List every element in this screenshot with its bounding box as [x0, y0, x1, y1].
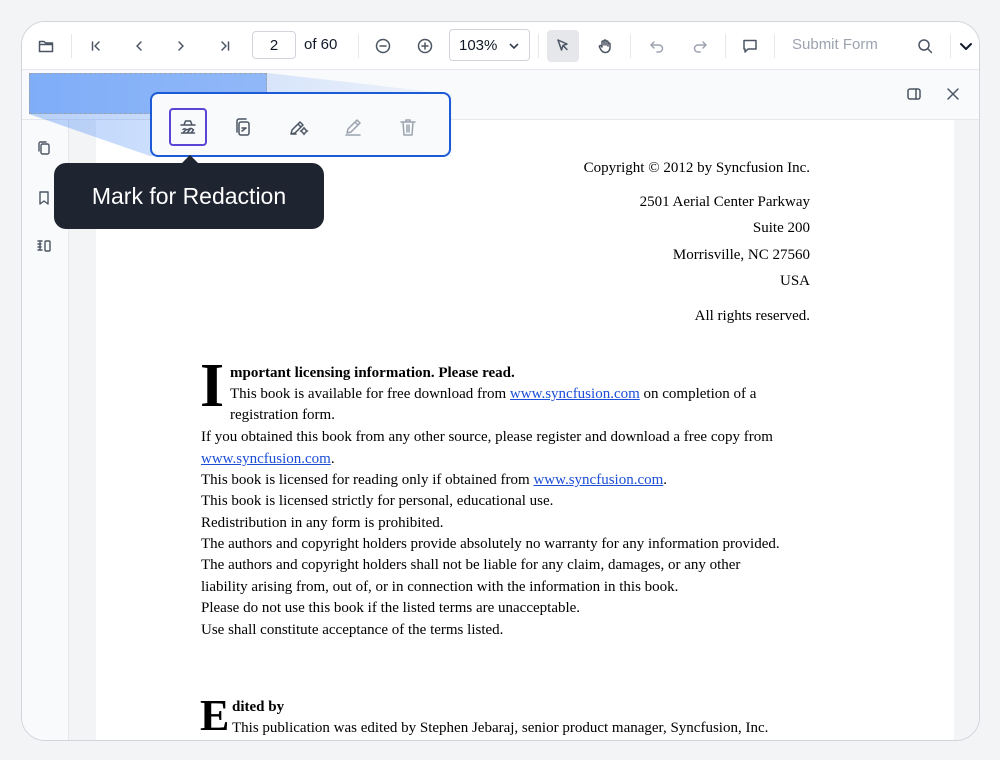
text-line: This book is available for free download from www.syncfusion.com on completion of a	[230, 386, 757, 402]
zoom-dropdown[interactable]	[449, 29, 530, 61]
page-number-input[interactable]: 2	[252, 31, 296, 59]
zoom-in-icon[interactable]	[413, 30, 437, 62]
address-line: USA	[779, 273, 810, 289]
drop-cap-letter: E	[200, 691, 230, 740]
mark-for-redaction-icon[interactable]	[169, 108, 207, 146]
toolbar-divider	[774, 34, 775, 58]
zoom-out-icon[interactable]	[371, 30, 395, 62]
main-toolbar	[22, 22, 979, 70]
section-heading: mportant licensing information. Please read.	[230, 365, 515, 381]
toolbar-divider	[538, 34, 539, 58]
previous-page-icon[interactable]	[127, 30, 151, 62]
toolbar-divider	[950, 34, 951, 58]
close-icon[interactable]	[941, 78, 965, 110]
text-line: The authors and copyright holders shall not be liable for any claim, damages, or any other	[201, 557, 741, 573]
text-line: Please do not use this book if the listed terms are unacceptable.	[201, 600, 581, 616]
address-line: 2501 Aerial Center Parkway	[639, 194, 810, 210]
text-line: This publication was edited by Stephen Jebaraj, senior product manager, Syncfusion, Inc.	[232, 720, 769, 736]
submit-form-button[interactable]: Submit Form	[792, 36, 878, 53]
rights-line: All rights reserved.	[694, 308, 810, 324]
text-line: www.syncfusion.com.	[201, 451, 335, 467]
delete-redaction-icon[interactable]	[389, 108, 427, 146]
toolbar-divider	[725, 34, 726, 58]
redaction-properties-icon[interactable]	[279, 108, 317, 146]
syncfusion-link[interactable]: www.syncfusion.com	[533, 472, 664, 488]
mark-for-redaction-tooltip: Mark for Redaction	[54, 163, 324, 229]
edit-redaction-icon[interactable]	[334, 108, 372, 146]
text-line: Redistribution in any form is prohibited.	[201, 515, 444, 531]
page-thumbnails-icon[interactable]	[36, 140, 52, 156]
last-page-icon[interactable]	[213, 30, 237, 62]
address-line: Suite 200	[752, 220, 810, 236]
chevron-down-icon	[508, 40, 520, 52]
text-line: The authors and copyright holders provide absolutely no warranty for any information provided.	[201, 536, 780, 552]
drop-cap-letter: I	[200, 352, 225, 420]
undo-icon[interactable]	[645, 30, 669, 62]
zoom-value: 103%	[459, 36, 498, 54]
section-heading: dited by	[232, 699, 285, 715]
toolbar-divider	[71, 34, 72, 58]
redo-icon[interactable]	[688, 30, 712, 62]
panel-toggle-icon[interactable]	[902, 78, 926, 110]
organize-pages-icon[interactable]	[36, 238, 52, 254]
search-icon[interactable]	[913, 30, 937, 62]
first-page-icon[interactable]	[84, 30, 108, 62]
copyright-line: Copyright © 2012 by Syncfusion Inc.	[583, 160, 810, 176]
syncfusion-link[interactable]: www.syncfusion.com	[509, 386, 640, 402]
page-count-label: of 60	[304, 36, 338, 53]
text-line: liability arising from, out of, or in connection with the information in this book.	[201, 579, 679, 595]
text-line: registration form.	[230, 407, 335, 423]
pan-hand-icon[interactable]	[593, 30, 617, 62]
toolbar-divider	[630, 34, 631, 58]
next-page-icon[interactable]	[169, 30, 193, 62]
redaction-tools-panel	[150, 92, 451, 157]
syncfusion-link[interactable]: www.syncfusion.com	[201, 451, 331, 467]
text-line: This book is licensed for reading only if obtained from www.syncfusion.com.	[201, 472, 668, 488]
comment-icon[interactable]	[738, 30, 762, 62]
address-line: Morrisville, NC 27560	[672, 247, 810, 263]
text-line: This book is licensed strictly for personal, educational use.	[201, 493, 554, 509]
open-file-icon[interactable]	[34, 30, 58, 62]
text-line: Use shall constitute acceptance of the terms listed.	[201, 622, 504, 638]
bookmark-icon[interactable]	[36, 190, 52, 206]
text-line: If you obtained this book from any other source, please register and download a free copy from	[201, 429, 773, 445]
toolbar-divider	[358, 34, 359, 58]
chevron-down-icon[interactable]	[955, 30, 977, 62]
redact-pages-icon[interactable]	[224, 108, 262, 146]
text-select-icon[interactable]	[547, 30, 579, 62]
